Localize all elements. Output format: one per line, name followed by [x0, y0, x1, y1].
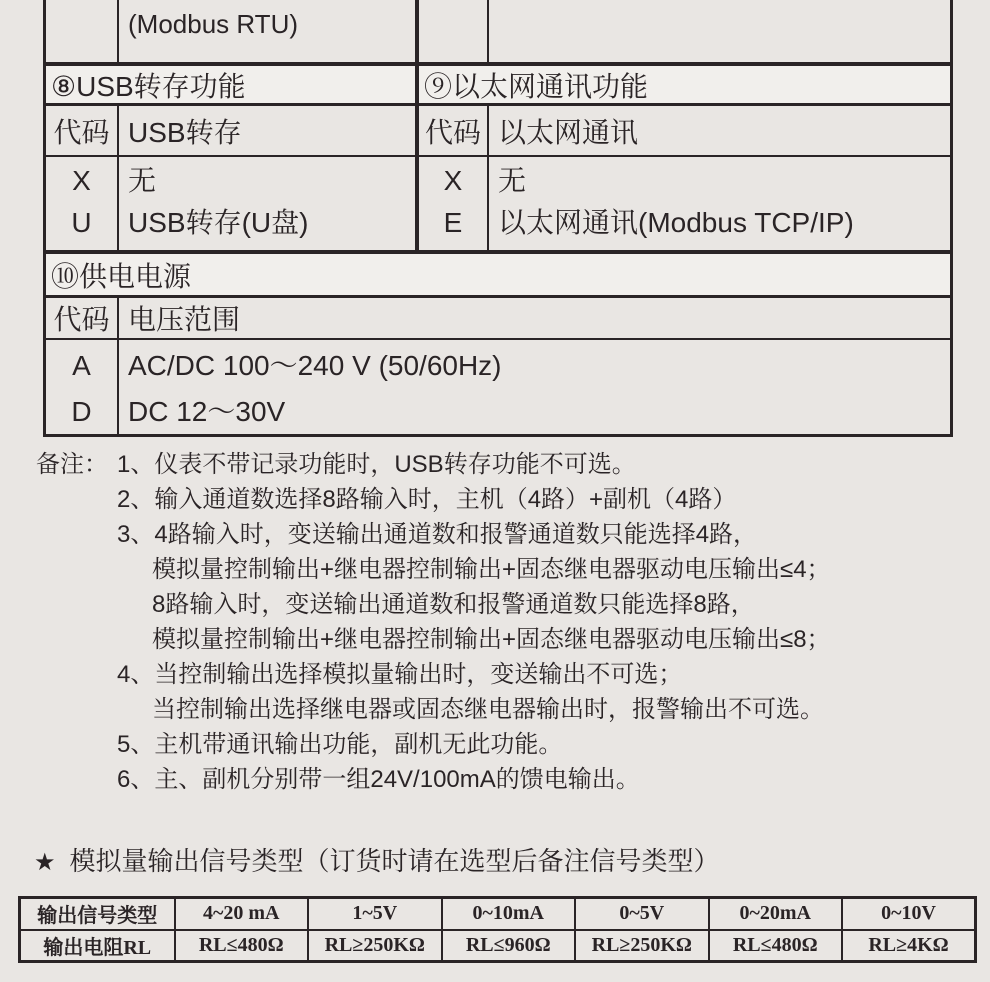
fragment-code-cell [419, 0, 489, 62]
power-column-header-row [46, 295, 950, 338]
remark-text-1: 1、仪表不带记录功能时，USB转存功能不可选。 [117, 451, 636, 478]
analog-output-table [18, 896, 977, 963]
fragment-code-cell [46, 0, 119, 62]
usb-options-row [46, 155, 415, 250]
power-options-row [46, 338, 950, 434]
usb-option-codes [46, 157, 119, 250]
ethernet-table [415, 0, 953, 250]
resistance-cell-5: RL≤480Ω [709, 930, 843, 962]
remark-line-3: 3、4路输入时，变送输出通道数和报警通道数只能选择4路， [117, 521, 758, 548]
usb-code-x: X [72, 165, 91, 196]
signal-cell-2: 1~5V [308, 898, 442, 930]
ethernet-column-header-row [419, 103, 950, 155]
usb-column-header-row [46, 103, 415, 155]
fragment-empty-cell [489, 0, 950, 62]
ethernet-code-x: X [443, 165, 463, 196]
analog-section-title: 模拟量输出信号类型（订货时请在选型后备注信号类型） [69, 846, 720, 876]
usb-code-u: U [71, 207, 92, 238]
usb-desc-none: 无 [128, 165, 157, 196]
remarks-label: 备注： [36, 451, 108, 478]
signal-type-row [20, 898, 976, 930]
remarks-block [36, 447, 966, 797]
resistance-cell-2: RL≥250KΩ [308, 930, 442, 962]
power-desc-dc: DC 12～30V [128, 396, 286, 427]
usb-section-header [46, 62, 415, 103]
remark-line-5: 5、主机带通讯输出功能，副机无此功能。 [117, 731, 563, 758]
ethernet-option-codes [419, 157, 489, 250]
usb-option-descs [119, 157, 415, 250]
usb-section-title: ⑧USB转存功能 [51, 70, 246, 102]
signal-cell-5: 0~20mA [709, 898, 843, 930]
power-section-header [46, 250, 950, 295]
ethernet-desc-column-header: 以太网通讯 [498, 116, 639, 148]
power-option-codes [46, 340, 119, 434]
remark-line-3a: 模拟量控制输出+继电器控制输出+固态继电器驱动电压输出≤4； [152, 556, 831, 583]
remark-line-2: 2、输入通道数选择8路输入时，主机（4路）+副机（4路） [117, 486, 737, 513]
resistance-row [20, 930, 976, 962]
code-column-header: 代码 [46, 106, 119, 155]
previous-table-fragment-row [46, 0, 415, 62]
ethernet-desc-tcpip: 以太网通讯(Modbus TCP/IP) [498, 207, 854, 238]
ethernet-options-row [419, 155, 950, 250]
power-option-descs [119, 340, 950, 434]
resistance-cell-1: RL≤480Ω [175, 930, 309, 962]
signal-type-label: 输出信号类型 [20, 898, 175, 930]
ethernet-section-title: ⑨以太网通讯功能 [424, 70, 649, 102]
usb-desc-udisk: USB转存(U盘) [128, 207, 309, 238]
remark-line-4: 4、当控制输出选择模拟量输出时，变送输出不可选； [117, 661, 683, 688]
ethernet-section-header [419, 62, 950, 103]
usb-desc-column-header: USB转存 [128, 116, 242, 148]
remark-line-3c: 模拟量控制输出+继电器控制输出+固态继电器驱动电压输出≤8； [152, 626, 831, 653]
ethernet-code-e: E [443, 207, 463, 238]
power-supply-table [43, 250, 953, 437]
signal-cell-6: 0~10V [842, 898, 976, 930]
code-column-header: 代码 [419, 106, 489, 155]
power-section-title: ⑩供电电源 [51, 260, 192, 292]
resistance-cell-4: RL≥250KΩ [575, 930, 709, 962]
modbus-rtu-cell: (Modbus RTU) [128, 9, 299, 39]
ethernet-option-descs [489, 157, 950, 250]
remark-line-3b: 8路输入时，变送输出通道数和报警通道数只能选择8路， [152, 591, 755, 618]
power-desc-acdc: AC/DC 100～240 V (50/60Hz) [128, 350, 502, 381]
ethernet-desc-none: 无 [498, 165, 527, 196]
resistance-label: 输出电阻RL [20, 930, 175, 962]
remark-line-6: 6、主、副机分别带一组24V/100mA的馈电输出。 [117, 766, 640, 793]
analog-section-heading [34, 841, 720, 878]
power-code-d: D [71, 396, 92, 427]
remark-line-4a: 当控制输出选择继电器或固态继电器输出时，报警输出不可选。 [152, 696, 824, 723]
resistance-cell-3: RL≤960Ω [442, 930, 576, 962]
remark-line-1 [36, 447, 966, 482]
star-icon: ★ [34, 849, 56, 876]
previous-table-fragment-row [419, 0, 950, 62]
power-code-a: A [72, 350, 91, 381]
signal-cell-1: 4~20 mA [175, 898, 309, 930]
code-column-header: 代码 [46, 298, 119, 338]
usb-transfer-table [43, 0, 415, 250]
voltage-range-column-header: 电压范围 [128, 304, 241, 335]
signal-cell-3: 0~10mA [442, 898, 576, 930]
signal-cell-4: 0~5V [575, 898, 709, 930]
resistance-cell-6: RL≥4KΩ [842, 930, 976, 962]
